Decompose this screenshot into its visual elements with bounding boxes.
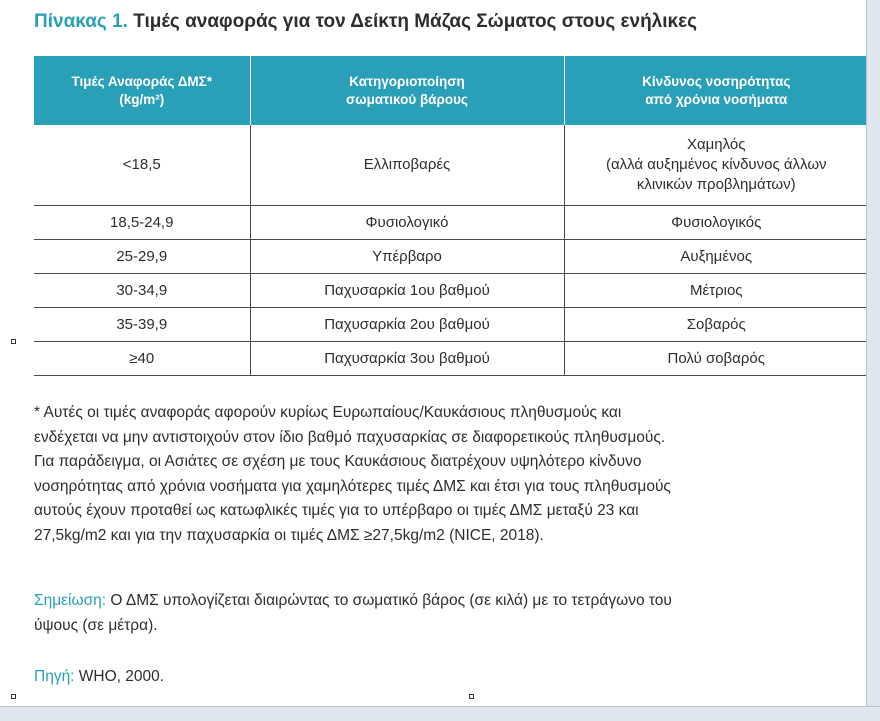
cell-category: Φυσιολογικό <box>250 206 564 240</box>
footnote-line: νοσηρότητας από χρόνια νοσήματα για χαμηλότερες τιμές ΔΜΣ και έτσι για τους πληθυσμούς <box>34 477 671 495</box>
header-line: από χρόνια νοσήματα <box>645 91 788 107</box>
note-label: Σημείωση: <box>34 592 107 609</box>
table-title <box>34 11 697 33</box>
cell-category: Παχυσαρκία 3ου βαθμού <box>250 342 564 376</box>
resize-handle-bottom-left[interactable] <box>11 694 16 699</box>
footnote-line: αυτούς έχουν προταθεί ως κατωφλικές τιμές για το υπέρβαρο οι τιμές ΔΜΣ μεταξύ 23 και <box>34 502 639 519</box>
table-title-text: Τιμές αναφοράς για τον Δείκτη Μάζας Σώματος στους ενήλικες <box>133 11 698 32</box>
risk-line: (αλλά αυξημένος κίνδυνος άλλων <box>605 156 827 173</box>
cell-bmi: 30-34,9 <box>34 274 250 308</box>
cell-risk: Αυξημένος <box>564 240 868 274</box>
resize-handle-left[interactable] <box>11 339 16 344</box>
cell-bmi: <18,5 <box>34 125 250 206</box>
footnote-line: ενδέχεται να μην αντιστοιχούν στον ίδιο βαθμό παχυσαρκίας σε διαφορετικούς πληθυσμούς. <box>34 428 666 446</box>
cell-category: Παχυσαρκία 1ου βαθμού <box>250 274 564 308</box>
source-label: Πηγή: <box>34 668 75 685</box>
header-weight-category <box>250 56 564 125</box>
footnote-line: Για παράδειγμα, οι Ασιάτες σε σχέση με τους Καυκάσιους διατρέχουν υψηλότερο κίνδυνο <box>34 453 642 470</box>
footnote-text <box>34 401 868 548</box>
risk-line: κλινικών προβλημάτων) <box>636 176 796 193</box>
cell-category: Παχυσαρκία 2ου βαθμού <box>250 308 564 342</box>
table-row <box>34 274 868 308</box>
resize-handle-bottom[interactable] <box>469 694 474 699</box>
cell-bmi: 18,5-24,9 <box>34 206 250 240</box>
table-row <box>34 342 868 376</box>
note-text <box>34 589 868 638</box>
header-morbidity-risk <box>564 56 868 125</box>
table-row <box>34 206 868 240</box>
cell-risk: Μέτριος <box>564 274 868 308</box>
footnote-line: 27,5kg/m2 και για την παχυσαρκία οι τιμές ΔΜΣ ≥27,5kg/m2 (NICE, 2018). <box>34 526 544 544</box>
footnote-line: * Αυτές οι τιμές αναφοράς αφορούν κυρίως Ευρωπαίους/Καυκάσιους πληθυσμούς και <box>34 404 622 421</box>
header-line: Τιμές Αναφοράς ΔΜΣ* <box>71 73 213 89</box>
window-edge-right <box>866 0 880 706</box>
table-row <box>34 125 868 206</box>
cell-risk: Πολύ σοβαρός <box>564 342 868 376</box>
header-line: Κίνδυνος νοσηρότητας <box>642 73 791 89</box>
note-line: ύψους (σε μέτρα). <box>34 616 158 634</box>
header-line: σωματικού βάρους <box>346 91 468 107</box>
header-line: Κατηγοριοποίηση <box>349 73 465 89</box>
cell-risk: Σοβαρός <box>564 308 868 342</box>
cell-risk <box>564 125 868 206</box>
table-row <box>34 308 868 342</box>
source-value: WHO, 2000. <box>74 668 165 685</box>
cell-category: Ελλιποβαρές <box>250 125 564 206</box>
cell-risk: Φυσιολογικός <box>564 206 868 240</box>
table-title-label: Πίνακας 1. <box>34 11 128 32</box>
note-line: Ο ΔΜΣ υπολογίζεται διαιρώντας το σωματικό βάρος (σε κιλά) με το τετράγωνο του <box>106 592 672 609</box>
cell-bmi: 35-39,9 <box>34 308 250 342</box>
source-text <box>34 666 164 688</box>
cell-bmi: 25-29,9 <box>34 240 250 274</box>
table-header-row <box>34 56 868 125</box>
window-edge-bottom <box>0 706 880 721</box>
table-row <box>34 240 868 274</box>
risk-line: Χαμηλός <box>686 136 746 153</box>
cell-bmi: ≥40 <box>34 342 250 376</box>
bmi-reference-table <box>34 56 868 376</box>
cell-category: Υπέρβαρο <box>250 240 564 274</box>
header-bmi-values <box>34 56 250 125</box>
header-line: (kg/m²) <box>119 91 165 107</box>
